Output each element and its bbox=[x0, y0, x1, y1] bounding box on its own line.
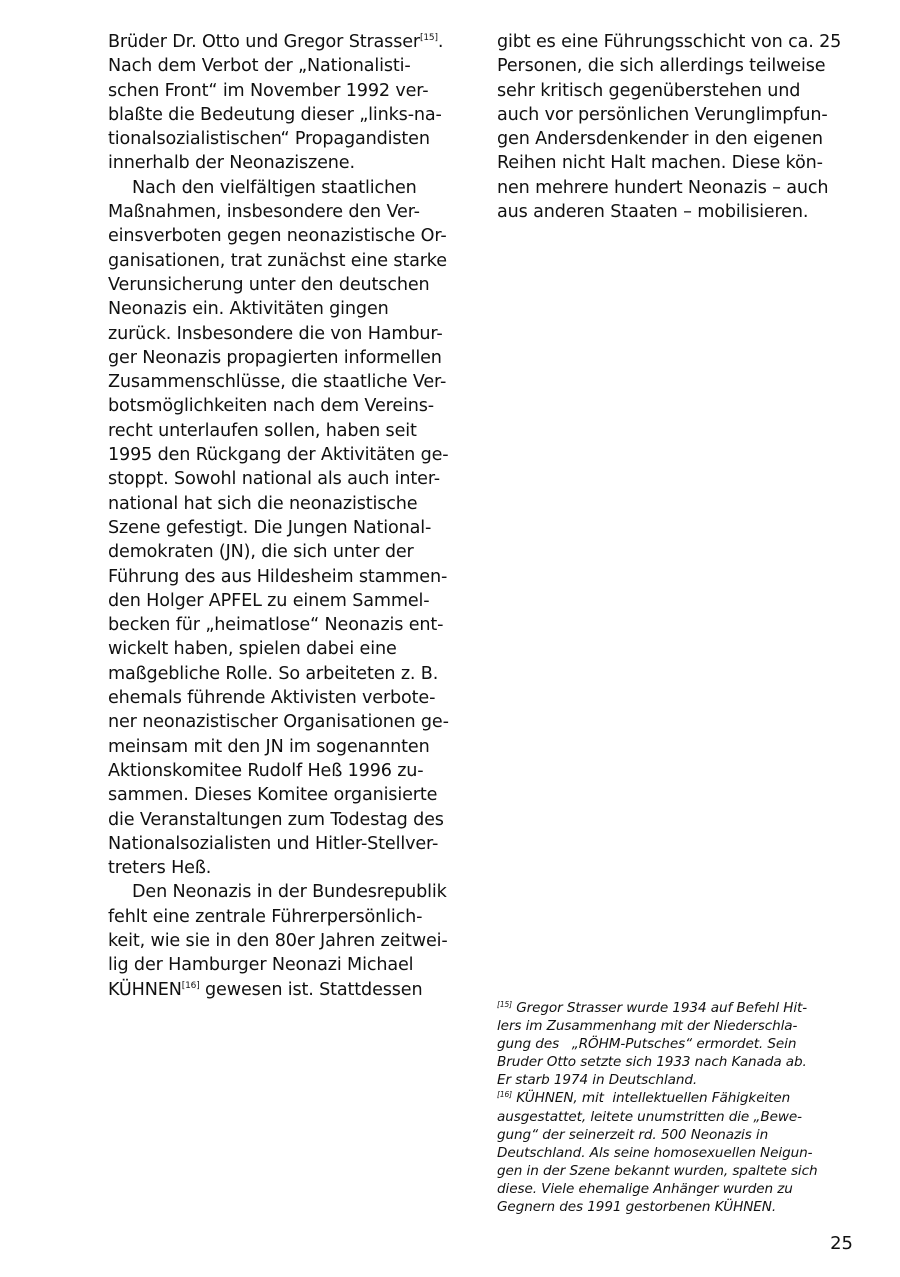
footnote-line: Er starb 1974 in Deutschland. bbox=[497, 1072, 698, 1089]
text-line: blaßte die Bedeutung dieser „links-na- bbox=[108, 104, 442, 125]
text-line: gen Andersdenkender in den eigenen bbox=[497, 129, 823, 150]
footnote-line: gung des „RÖHM-Putsches“ ermordet. Sein bbox=[497, 1036, 797, 1053]
footnote-line: lers im Zusammenhang mit der Niederschla- bbox=[497, 1018, 798, 1035]
footnote-ref-15[interactable]: [15] bbox=[419, 33, 438, 43]
footnote-line: [15] Gregor Strasser wurde 1934 auf Befehl Hit- bbox=[497, 1000, 808, 1016]
right-text-column bbox=[497, 30, 849, 224]
text-line: Szene gefestigt. Die Jungen National- bbox=[108, 517, 432, 538]
text-line: nen mehrere hundert Neonazis – auch bbox=[497, 177, 829, 198]
text-line: gibt es eine Führungsschicht von ca. 25 bbox=[497, 32, 842, 52]
text-line: ehemals führende Aktivisten verbote- bbox=[108, 688, 436, 709]
text-line: stoppt. Sowohl national als auch inter- bbox=[108, 469, 441, 490]
text-line: die Veranstaltungen zum Todestag des bbox=[108, 809, 444, 830]
text-line: Maßnahmen, insbesondere den Ver- bbox=[108, 202, 420, 223]
text-line: fehlt eine zentrale Führerpersönlich- bbox=[108, 906, 423, 927]
text-line: Nationalsozialisten und Hitler-Stellver- bbox=[108, 833, 439, 854]
footnote-16 bbox=[497, 1089, 852, 1216]
footnote-line: Deutschland. Als seine homosexuellen Neigun- bbox=[497, 1144, 813, 1161]
text-line: KÜHNEN[16] gewesen ist. Stattdessen bbox=[108, 979, 423, 1000]
text-line: einsverboten gegen neonazistische Or- bbox=[108, 226, 447, 247]
text-line: schen Front“ im November 1992 ver- bbox=[108, 80, 429, 101]
text-line: ger Neonazis propagierten informellen bbox=[108, 347, 442, 368]
text-line: Führung des aus Hildesheim stammen- bbox=[108, 566, 448, 587]
text-line: maßgebliche Rolle. So arbeiteten z. B. bbox=[108, 663, 439, 684]
text-line: Brüder Dr. Otto und Gregor Strasser[15]. bbox=[108, 32, 444, 52]
footnotes bbox=[497, 999, 852, 1216]
text-line: ganisationen, trat zunächst eine starke bbox=[108, 250, 447, 271]
footnote-ref-16[interactable]: [16] bbox=[181, 980, 200, 991]
text-line: innerhalb der Neonaziszene. bbox=[108, 153, 355, 174]
footnote-line: diese. Viele ehemalige Anhänger wurden zu bbox=[497, 1180, 793, 1197]
footnote-line: ausgestattet, leitete unumstritten die „Bewe- bbox=[497, 1108, 802, 1125]
text-line: meinsam mit den JN im sogenannten bbox=[108, 736, 430, 757]
text-line: Den Neonazis in der Bundesrepublik bbox=[132, 882, 447, 903]
text-line: Reihen nicht Halt machen. Diese kön- bbox=[497, 153, 823, 174]
footnote-15 bbox=[497, 999, 852, 1089]
text-line: den Holger APFEL zu einem Sammel- bbox=[108, 590, 430, 611]
text-line: botsmöglichkeiten nach dem Vereins- bbox=[108, 396, 434, 417]
text-line: Aktionskomitee Rudolf Heß 1996 zu- bbox=[108, 760, 424, 781]
text-line: recht unterlaufen sollen, haben seit bbox=[108, 420, 417, 441]
left-text-column bbox=[108, 30, 464, 1002]
footnote-line: [16] KÜHNEN, mit intellektuellen Fähigkeiten bbox=[497, 1090, 791, 1107]
text-line: ner neonazistischer Organisationen ge- bbox=[108, 712, 449, 733]
text-line: Zusammenschlüsse, die staatliche Ver- bbox=[108, 372, 447, 393]
footnote-line: Gegnern des 1991 gestorbenen KÜHNEN. bbox=[497, 1199, 777, 1216]
text-line: becken für „heimatlose“ Neonazis ent- bbox=[108, 615, 444, 636]
text-line: wickelt haben, spielen dabei eine bbox=[108, 639, 397, 660]
footnote-line: Bruder Otto setzte sich 1933 nach Kanada ab. bbox=[497, 1054, 807, 1071]
text-line: sehr kritisch gegenüberstehen und bbox=[497, 80, 801, 101]
footnote-marker-16: [16] bbox=[497, 1090, 512, 1100]
text-line: treters Heß. bbox=[108, 858, 212, 879]
text-line: Verunsicherung unter den deutschen bbox=[108, 274, 430, 295]
page-number: 25 bbox=[830, 1233, 853, 1254]
footnote-marker-15: [15] bbox=[497, 1000, 512, 1009]
text-line: Nach den vielfältigen staatlichen bbox=[132, 177, 417, 198]
text-line: keit, wie sie in den 80er Jahren zeitwei- bbox=[108, 930, 448, 951]
text-line: zurück. Insbesondere die von Hambur- bbox=[108, 323, 443, 344]
text-line: Neonazis ein. Aktivitäten gingen bbox=[108, 299, 389, 320]
text-line: Personen, die sich allerdings teilweise bbox=[497, 56, 826, 77]
text-line: national hat sich die neonazistische bbox=[108, 493, 418, 514]
text-line: aus anderen Staaten – mobilisieren. bbox=[497, 202, 809, 223]
text-line: auch vor persönlichen Verunglimpfun- bbox=[497, 104, 828, 125]
footnote-line: gung“ der seinerzeit rd. 500 Neonazis in bbox=[497, 1126, 769, 1143]
text-line: tionalsozialistischen“ Propagandisten bbox=[108, 129, 430, 150]
text-line: sammen. Dieses Komitee organisierte bbox=[108, 785, 438, 806]
text-line: Nach dem Verbot der „Nationalisti- bbox=[108, 56, 411, 77]
text-line: 1995 den Rückgang der Aktivitäten ge- bbox=[108, 445, 449, 466]
text-line: demokraten (JN), die sich unter der bbox=[108, 542, 414, 563]
text-line: lig der Hamburger Neonazi Michael bbox=[108, 955, 414, 976]
footnote-line: gen in der Szene bekannt wurden, spaltete sich bbox=[497, 1162, 818, 1179]
